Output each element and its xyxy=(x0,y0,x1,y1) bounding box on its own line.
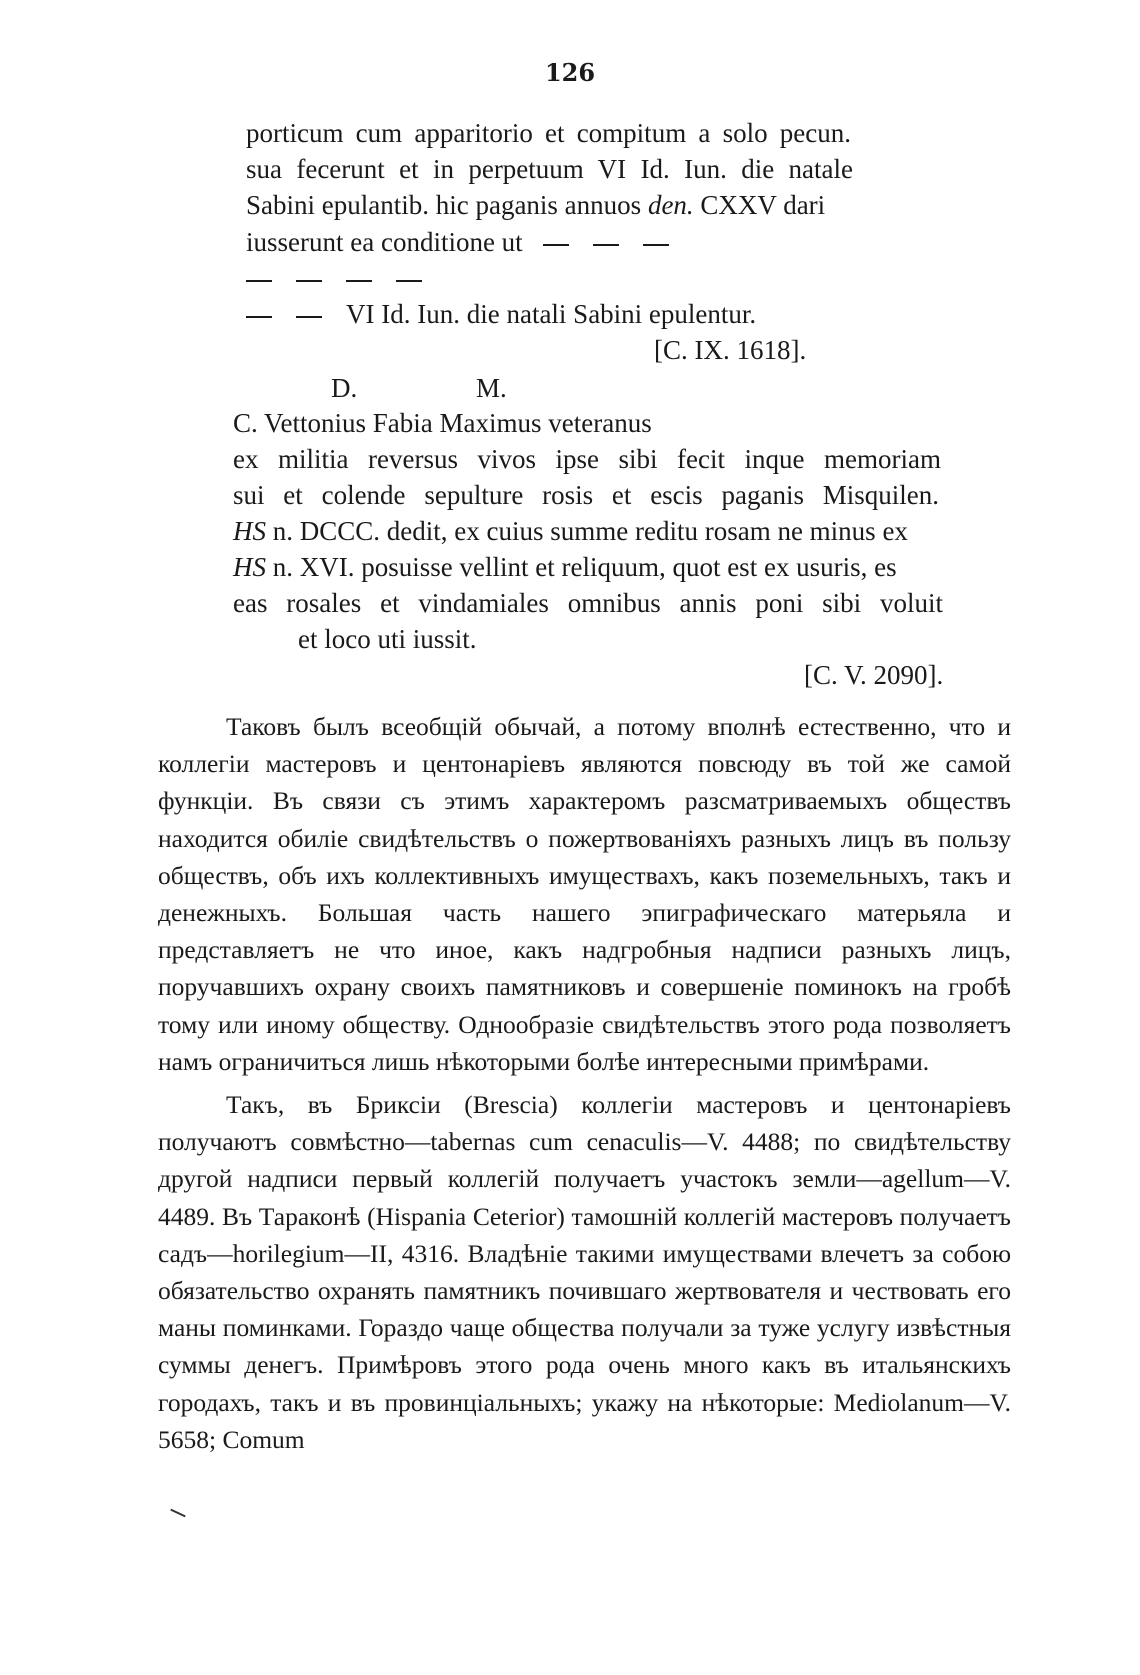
inscription2-line1: C. Vettonius Fabia Maximus veteranus xyxy=(233,408,652,438)
body-text xyxy=(158,708,1011,1458)
inscription1-dash-line xyxy=(246,262,446,294)
stray-mark xyxy=(170,1509,185,1518)
latin-inscriptions xyxy=(0,0,1140,700)
inscription2-line6: eas rosales et vindamiales omnibus annis poni sibi voluit xyxy=(233,588,943,618)
inscription1-line3: Sabini epulantib. hic paganis annuos den. CXXV dari xyxy=(246,190,826,220)
paragraph-1: Таковъ былъ всеобщій обычай, а потому вполнѣ естественно, что и коллегіи мастеровъ и центонаріевъ являются повсюду въ той же самой функціи. Въ связи съ этимъ характеромъ разсматриваемыхъ обществъ находится обиліе свидѣтельствъ о пожертвованіяхъ разныхъ лицъ въ пользу обществъ, объ ихъ коллективныхъ имуществахъ, какъ поземельныхъ, такъ и денежныхъ. Большая часть нашего эпиграфическаго матерьяла и представляетъ не что иное, какъ надгробныя надписи разныхъ лицъ, поручавшихъ охрану своихъ памятниковъ и совершеніе поминокъ на гробѣ тому или иному обществу. Однообразіе свидѣтельствъ этого рода позволяетъ намъ ограничиться лишь нѣкоторыми болѣе интересными примѣрами. xyxy=(158,712,1011,1076)
page-number: 126 xyxy=(544,58,596,87)
inscription2-line4: HS n. DCCC. dedit, ex cuius summe reditu rosam ne minus ex xyxy=(233,516,908,546)
inscription1-line4: iusserunt ea conditione ut xyxy=(246,226,693,258)
paragraph-2: Такъ, въ Бриксіи (Brescia) коллегіи мастеровъ и центонаріевъ получаютъ совмѣстно—tabernas cum cenaculis—V. 4488; по свидѣтельству другой надписи первый коллегій получаетъ участокъ земли—agellum—V. 4489. Въ Тараконѣ (Hispania Ceterior) тамошній коллегій мастеровъ получаетъ садъ—horilegium—II, 4316. Владѣніе такими имуществами влечетъ за собою обязательство охранять памятникъ почившаго жертвователя и чествовать его маны поминками. Гораздо чаще общества получали за туже услугу извѣстныя суммы денегъ. Примѣровъ этого рода очень много какъ въ итальянскихъ городахъ, такъ и въ провинціальныхъ; укажу на нѣкоторые: Mediolanum—V. 5658; Comum xyxy=(158,1090,1011,1454)
inscription2-line2: ex militia reversus vivos ipse sibi fecit inque memoriam xyxy=(233,444,941,474)
inscription2-citation: [C. V. 2090]. xyxy=(804,660,944,690)
dm-m: M. xyxy=(476,373,507,403)
inscription1-line2: sua fecerunt et in perpetuum VI Id. Iun. die natale xyxy=(246,154,853,184)
inscription2-line3: sui et colende sepulture rosis et escis paganis Misquilen. xyxy=(233,480,939,510)
inscription1-line6: VI Id. Iun. die natali Sabini epulentur. xyxy=(246,298,756,330)
inscription2-line7: et loco uti iussit. xyxy=(298,624,477,654)
inscription2-line5: HS n. XVI. posuisse vellint et reliquum, quot est ex usuris, es xyxy=(233,552,897,582)
inscription1-line1: porticum cum apparitorio et compitum a solo pecun. xyxy=(246,118,851,148)
dm-d: D. xyxy=(331,373,358,403)
inscription1-citation: [C. IX. 1618]. xyxy=(654,335,807,365)
